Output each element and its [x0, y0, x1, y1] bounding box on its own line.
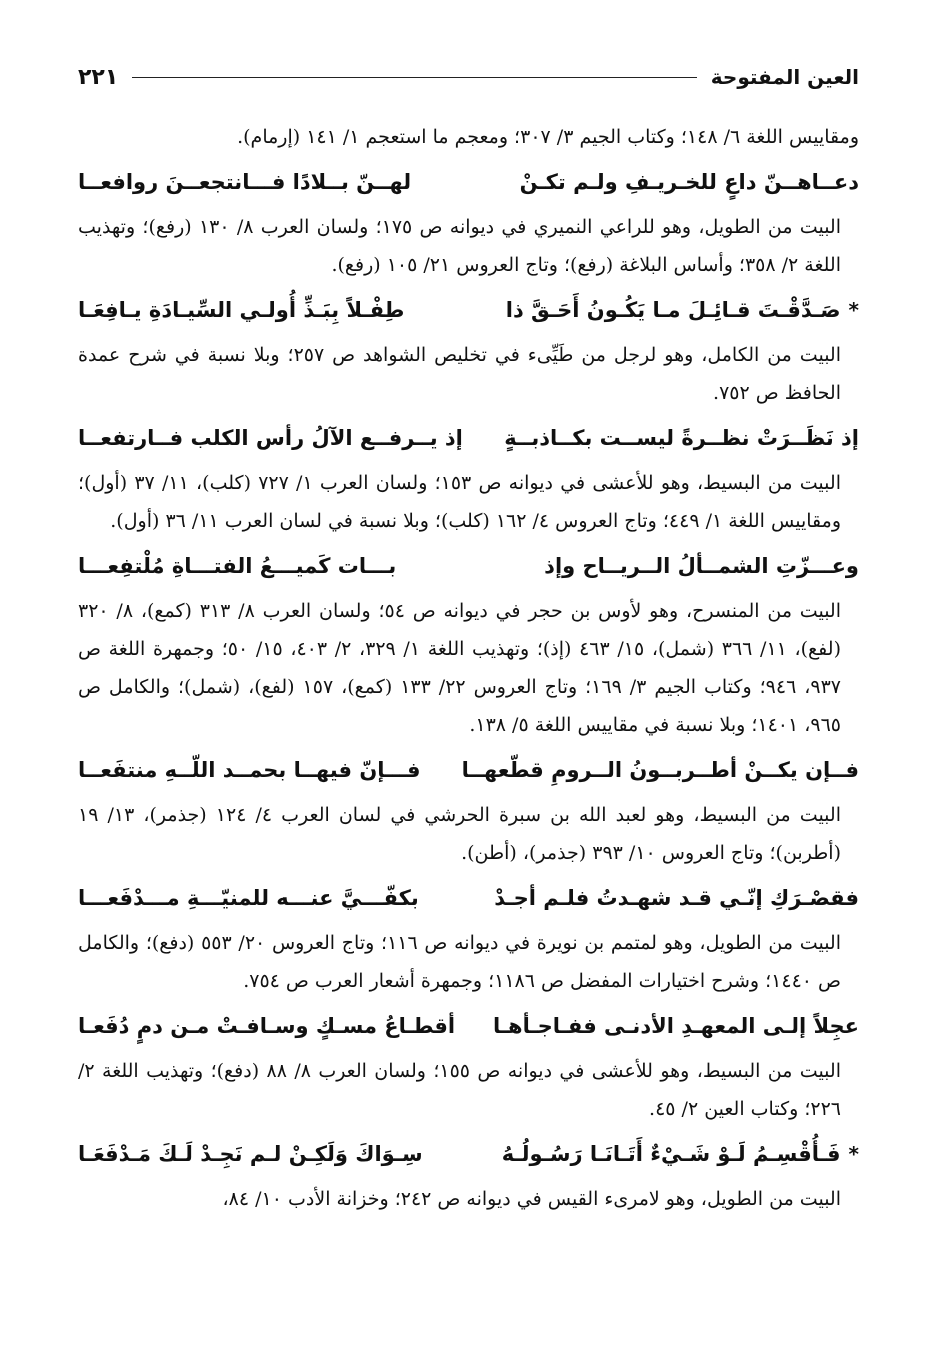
star-marker: * — [848, 1142, 859, 1166]
running-title: العين المفتوحة — [710, 65, 859, 89]
verse-first-hemistich — [493, 1014, 859, 1038]
star-marker: * — [848, 298, 859, 322]
verse-line — [78, 1128, 859, 1180]
verse-line — [78, 284, 859, 336]
verse-second-hemistich: لهــنّ بــلادًا فـــانتجعــنَ روافعــا — [78, 170, 412, 194]
verse-second-hemistich: بكفّـــيَّ عنـــه للمنيّـــةِ مـــدْفَعـــا — [78, 886, 419, 910]
verse-first-hemistich — [502, 1142, 859, 1166]
verse-first-text: فــإن يكــنْ أطــربــونُ الــرومِ قطّعهــا — [461, 758, 859, 782]
citation-paragraph: ومقاييس اللغة ٦/ ١٤٨؛ وكتاب الجيم ٣/ ٣٠٧؛ ومعجم ما استعجم ١/ ١٤١ (إرمام). — [237, 126, 859, 148]
citation-paragraph: البيت من البسيط، وهو للأعشى في ديوانه ص ١٥٣؛ ولسان العرب ١/ ٧٢٧ (كلب)، ١١/ ٣٧ (أول)؛ ومقاييس اللغة ١/ ٤٤٩؛ وتاج العروس ٤/ ١٦٢ (كلب)؛ وبلا نسبة في لسان العرب ١١/ ٣٦ (أول). — [78, 472, 841, 532]
verse-line — [78, 540, 859, 592]
citation-paragraph: البيت من الطويل، وهو لامرىء القيس في ديوانه ص ٢٤٢؛ وخزانة الأدب ١٠/ ٨٤، — [222, 1188, 841, 1210]
verse-first-hemistich — [504, 426, 859, 450]
verse-first-hemistich — [506, 298, 859, 322]
verse-second-hemistich: سِـوَاكَ وَلَكِـنْ لـم نَجِـدْ لَـكَ مَـدْفَعَـا — [78, 1142, 423, 1166]
verse-line — [78, 1000, 859, 1052]
verse-first-hemistich — [520, 170, 859, 194]
verse-first-hemistich — [544, 554, 859, 578]
verse-line — [78, 744, 859, 796]
verse-first-text: دعــاهــنّ داعٍ للخـريـفِ ولـم تكـنْ — [519, 170, 859, 194]
verse-first-text: إذ نَظَــرَتْ نظــرةً ليســت بكــاذبــةٍ — [504, 426, 859, 450]
citation-paragraph: البيت من المنسرح، وهو لأوس بن حجر في ديوانه ص ٥٤؛ ولسان العرب ٨/ ٣١٣ (كمع)، ٨/ ٣٢٠ (لفع)، ١١/ ٣٦٦ (شمل)، ١٥/ ٤٦٣ (إذ)؛ وتهذيب اللغة ١/ ٣٢٩، ٢/ ٤٠٣، ١٥/ ٥٠؛ وجمهرة اللغة ص ٩٣٧، ٩٤٦؛ وكتاب الجيم ٣/ ١٦٩؛ وتاج العروس ٢٢/ ١٣٣ (كمع)، ١٥٧ (لفع)، (شمل)؛ والكامل ص ٩٦٥، ١٤٠١؛ وبلا نسبة في مقاييس اللغة ٥/ ١٣٨. — [78, 600, 842, 736]
verse-first-text: فَـأُقْسِـمُ لَـوْ شَـيْءٌ أَتَـانَـا رَسُـولُـهُ — [501, 1142, 841, 1166]
verse-first-text: وعـــزّتِ الشمــألُ الــريــاح وإذ — [544, 554, 859, 578]
verse-second-hemistich: إذ يــرفــع الآلُ رأس الكلب فــارتفعــا — [78, 426, 463, 450]
verse-line — [78, 156, 859, 208]
citation-paragraph: البيت من البسيط، وهو لعبد الله بن سبرة الحرشي في لسان العرب ٤/ ١٢٤ (جذمر)، ١٣/ ١٩ (أطربن)؛ وتاج العروس ١٠/ ٣٩٣ (جذمر)، (أطن). — [78, 804, 841, 864]
verse-line — [78, 412, 859, 464]
page-header — [78, 60, 859, 94]
verse-second-hemistich: أقطـاعُ مسـكٍ وسـافـتْ مـن دمٍ دُفَعـا — [78, 1014, 456, 1038]
page-number: ٢٢١ — [78, 64, 119, 90]
citation-paragraph: البيت من البسيط، وهو للأعشى في ديوانه ص ١٥٥؛ ولسان العرب ٨/ ٨٨ (دفع)؛ وتهذيب اللغة ٢/ ٢٢٦؛ وكتاب العين ٢/ ٤٥. — [78, 1060, 841, 1120]
verse-second-hemistich: بـــات كَميـــعُ الفتـــاةِ مُلْتفِعـــا — [78, 554, 397, 578]
verse-second-hemistich: فـــإنّ فيهــا بحمــد اللّــهِ منتفَعــا — [78, 758, 421, 782]
verse-first-text: فقصْـرَكِ إنّـي قـد شهـدتُ فلـم أجـدْ — [494, 886, 859, 910]
citation-paragraph: البيت من الطويل، وهو للراعي النميري في ديوانه ص ١٧٥؛ ولسان العرب ٨/ ١٣٠ (رفع)؛ وتهذيب اللغة ٢/ ٣٥٨؛ وأساس البلاغة (رفع)؛ وتاج العروس ٢١/ ١٠٥ (رفع). — [78, 216, 841, 276]
citation-paragraph: البيت من الكامل، وهو لرجل من طَيِّىء في تخليص الشواهد ص ٢٥٧؛ وبلا نسبة في شرح عمدة الحافظ ص ٧٥٢. — [78, 344, 841, 404]
verse-first-text: صَـدَّقْـتَ قـائِـلَ مـا يَكُـونُ أَحَـقَّ ذا — [505, 298, 841, 322]
page-body — [78, 118, 859, 1218]
verse-first-text: عجِلاً إلـى المعهـدِ الأدنـى ففـاجـأهـا — [492, 1014, 859, 1038]
header-rule — [132, 77, 697, 78]
citation-paragraph: البيت من الطويل، وهو لمتمم بن نويرة في ديوانه ص ١١٦؛ وتاج العروس ٢٠/ ٥٥٣ (دفع)؛ والكامل ص ١٤٤٠؛ وشرح اختيارات المفضل ص ١١٨٦؛ وجمهرة أشعار العرب ص ٧٥٤. — [78, 932, 841, 992]
verse-second-hemistich: طِفْـلاً بِبَـذِّ أُولـي السِّيـادَةِ يـافِعَـا — [78, 298, 405, 322]
verse-first-hemistich — [462, 758, 859, 782]
verse-first-hemistich — [494, 886, 859, 910]
verse-line — [78, 872, 859, 924]
